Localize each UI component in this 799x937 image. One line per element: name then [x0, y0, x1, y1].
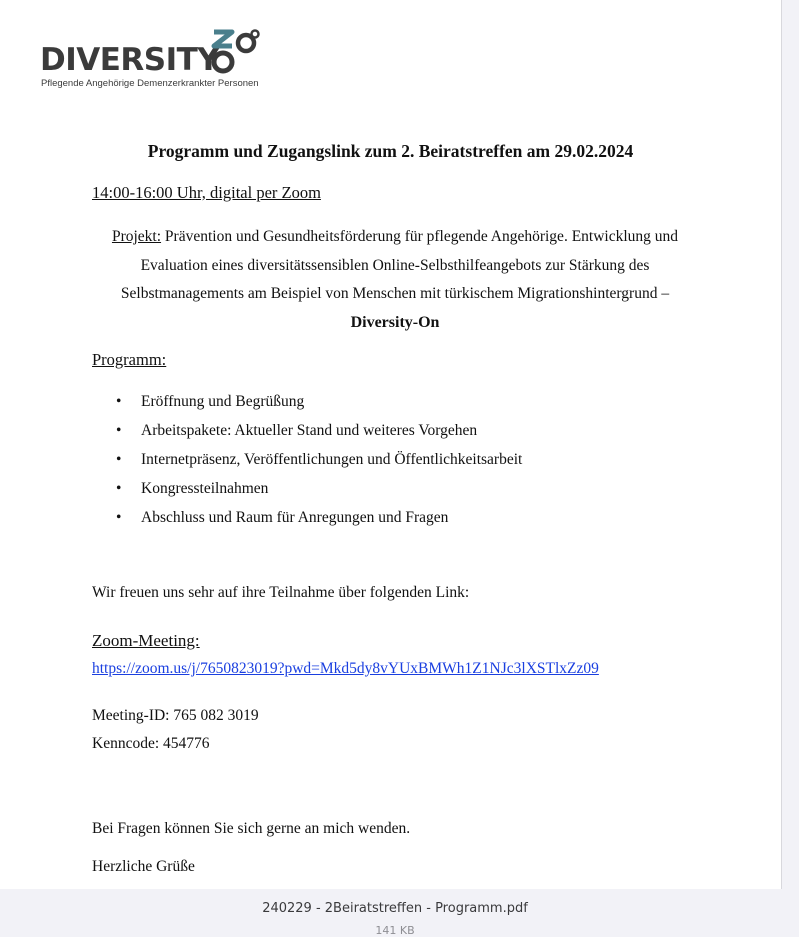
logo-tagline: Pflegende Angehörige Demenzerkrankter Personen — [41, 78, 259, 89]
questions-text: Bei Fragen können Sie sich gerne an mich wenden. — [92, 820, 411, 837]
bullet: • — [116, 509, 122, 526]
bullet: • — [116, 451, 122, 468]
program-item — [114, 477, 522, 506]
bullet: • — [116, 393, 122, 410]
program-item — [114, 419, 522, 448]
logo-on-mark-icon — [208, 26, 264, 76]
attachment-size: 141 KB — [375, 924, 415, 937]
zoom-meeting-heading: Zoom-Meeting: — [92, 631, 200, 650]
program-item-text: Kongressteilnahmen — [141, 480, 269, 497]
program-item-text: Abschluss und Raum für Anregungen und Fragen — [141, 509, 449, 526]
project-name: Diversity-On — [350, 313, 440, 331]
meeting-passcode: Kenncode: 454776 — [92, 735, 210, 752]
program-item — [114, 390, 522, 419]
project-label: Projekt: — [111, 228, 162, 245]
program-item-text: Arbeitspakete: Aktueller Stand und weiteres Vorgehen — [141, 422, 478, 439]
program-list — [114, 390, 522, 535]
project-description — [90, 223, 700, 337]
program-item-text: Eröffnung und Begrüßung — [141, 393, 305, 410]
project-text: Prävention und Gesundheitsförderung für pflegende Angehörige. Entwicklung und Evaluation eines diversitätssensiblen Online-Selbsthilfeangebots zur Stärkung des Selbstmanagements am Beispiel von Menschen mit türkischem Migrationshintergrund – — [120, 228, 679, 302]
meeting-id: Meeting-ID: 765 082 3019 — [92, 707, 259, 724]
program-item-text: Internetpräsenz, Veröffentlichungen und Öffentlichkeitsarbeit — [141, 451, 523, 468]
bullet: • — [116, 480, 122, 497]
logo-wordmark: DIVERSITY — [40, 42, 220, 78]
program-item — [114, 448, 522, 477]
meeting-time: 14:00-16:00 Uhr, digital per Zoom — [92, 183, 321, 202]
closing-greeting: Herzliche Grüße — [92, 858, 195, 875]
document-title: Programm und Zugangslink zum 2. Beiratstreffen am 29.02.2024 — [147, 141, 634, 161]
attachment-filename[interactable]: 240229 - 2Beiratstreffen - Programm.pdf — [262, 901, 528, 916]
program-item — [114, 506, 522, 535]
zoom-meeting-link[interactable]: https://zoom.us/j/7650823019?pwd=Mkd5dy8vYUxBMWh1Z1NJc3lXSTlxZz09 — [92, 660, 599, 677]
diversity-on-logo — [40, 24, 270, 90]
program-heading: Programm: — [92, 350, 167, 369]
invite-text: Wir freuen uns sehr auf ihre Teilnahme über folgenden Link: — [92, 584, 470, 601]
bullet: • — [116, 422, 122, 439]
